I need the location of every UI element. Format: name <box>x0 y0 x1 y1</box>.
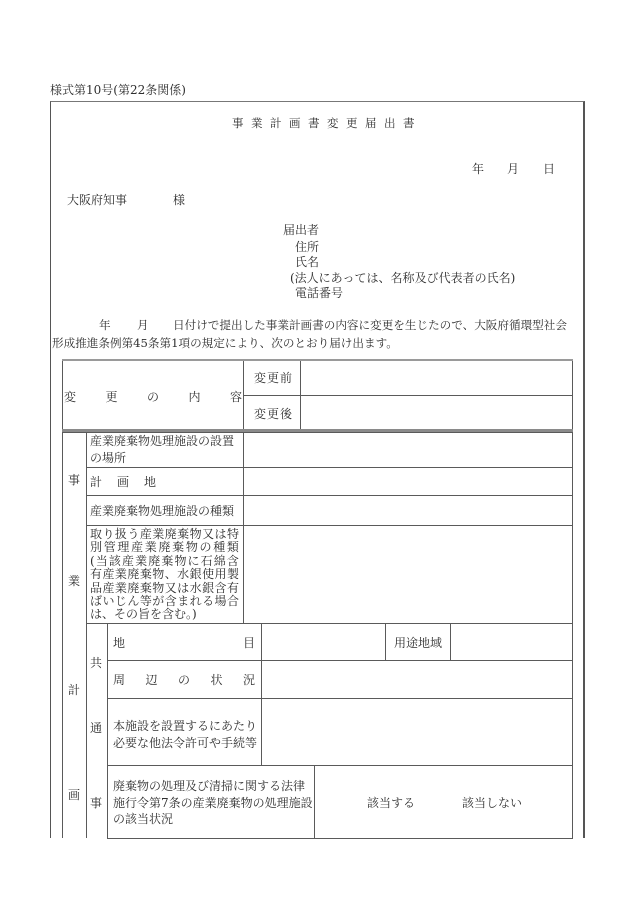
label-char: 等 <box>139 594 152 609</box>
form-number: 様式第10号(第22条関係) <box>50 83 186 97</box>
applicant-label: 届出者 <box>283 223 320 237</box>
label-char: 地 <box>143 475 156 489</box>
other-permits-label <box>113 718 257 751</box>
label-char: 産 <box>122 553 135 568</box>
section-char: 計 <box>67 683 80 697</box>
label-char: 周 <box>113 673 126 687</box>
label-line <box>90 568 239 581</box>
label-char: ( <box>90 553 95 568</box>
label-line: 施行令第7条の産業廃棄物の処理施設 <box>113 795 313 810</box>
section-char: 事 <box>67 473 80 487</box>
site-location-value-cell <box>243 432 573 468</box>
label-char: に <box>187 553 200 568</box>
label-char: じ <box>114 594 127 609</box>
applicant-name-label: 氏名 <box>295 255 320 269</box>
label-line: 廃棄物の処理及び清掃に関する法律 <box>113 779 306 793</box>
label-char: 棄 <box>139 567 152 582</box>
label-char: の <box>177 673 190 687</box>
label-char: 銀 <box>189 567 202 582</box>
applicant-corporate-note: (法人にあっては、名称及び代表者の氏名) <box>290 271 516 285</box>
label-line: の該当状況 <box>113 812 174 826</box>
label-char: は <box>177 580 190 595</box>
label-char: 製 <box>226 567 239 582</box>
statement-month: 月 <box>137 318 149 332</box>
other-permits-value-cell <box>261 698 573 766</box>
label-char: 銀 <box>202 580 215 595</box>
label-char: 廃 <box>158 540 171 555</box>
label-char: 品 <box>90 580 103 595</box>
label-char: ま <box>177 594 190 609</box>
label-char: 場 <box>214 594 227 609</box>
waste-types-label <box>90 528 239 622</box>
label-char: い <box>102 594 115 609</box>
date-year-label: 年 <box>472 162 485 176</box>
facility-type-value-cell <box>243 495 573 526</box>
label-char: る <box>202 594 215 609</box>
label-char: 類 <box>226 540 239 555</box>
label-char: は <box>214 527 227 541</box>
waste-types-value-cell <box>243 525 573 624</box>
label-char: 含 <box>214 580 227 595</box>
table-top-rule <box>62 359 573 361</box>
label-char: 使 <box>202 567 215 582</box>
label-line <box>90 541 239 554</box>
planned-site-value-cell <box>243 467 573 496</box>
label-char: う <box>127 527 140 541</box>
label-char: 廃 <box>127 567 140 582</box>
applicant-address-label: 住所 <box>295 240 320 254</box>
label-char: 水 <box>189 580 202 595</box>
business-plan-section-column <box>62 432 87 838</box>
before-label: 変更前 <box>254 371 294 385</box>
land-category-label <box>113 635 255 651</box>
addressee-honorific: 様 <box>173 193 186 207</box>
label-char: 取 <box>90 527 103 541</box>
planned-site-label <box>90 474 156 490</box>
label-char: 物 <box>185 540 198 555</box>
label-char: 含 <box>226 553 239 568</box>
label-char: 業 <box>135 553 148 568</box>
label-char: 石 <box>200 553 213 568</box>
common-char: 共 <box>89 656 102 670</box>
label-char: 変 <box>64 390 77 404</box>
label-char: 綿 <box>213 553 226 568</box>
facility-type-label: 産業廃棄物処理施設の種類 <box>90 504 235 518</box>
label-char: 業 <box>114 580 127 595</box>
label-char: 産 <box>131 540 144 555</box>
label-char: 棄 <box>177 527 190 541</box>
common-char: 事 <box>89 796 102 810</box>
label-char: 況 <box>242 673 255 687</box>
document-title: 事業計画書変更届出書 <box>232 116 422 130</box>
label-line: は、その旨を含む。) <box>90 607 197 622</box>
label-char: 廃 <box>148 553 161 568</box>
label-char: 棄 <box>172 540 185 555</box>
label-char: 辺 <box>145 673 158 687</box>
after-value-cell <box>300 395 573 431</box>
label-char: 内 <box>188 390 201 404</box>
label-char: 又 <box>164 580 177 595</box>
applicant-phone-label: 電話番号 <box>295 286 344 300</box>
applicability-value-cell <box>314 765 573 839</box>
label-char: 別 <box>90 540 103 555</box>
date-day-label: 日 <box>543 162 556 176</box>
zoning-value-cell <box>450 623 573 661</box>
label-char: 状 <box>210 673 223 687</box>
land-category-value-cell <box>261 623 386 661</box>
label-char: 棄 <box>161 553 174 568</box>
label-char: れ <box>189 594 202 609</box>
section-char: 画 <box>67 788 80 802</box>
label-char: 種 <box>213 540 226 555</box>
change-content-label <box>64 389 242 405</box>
label-char: 有 <box>226 580 239 595</box>
label-char: 廃 <box>164 527 177 541</box>
label-char: ん <box>127 594 140 609</box>
label-char: 物 <box>189 527 202 541</box>
label-char: 合 <box>226 594 239 609</box>
section-char: 業 <box>67 574 80 588</box>
label-char: 物 <box>152 580 165 595</box>
label-char: 容 <box>229 390 242 404</box>
zoning-label: 用途地域 <box>394 636 443 650</box>
label-char: 更 <box>105 390 118 404</box>
label-char: 業 <box>144 540 157 555</box>
label-char: 物 <box>152 567 165 582</box>
label-char: 産 <box>102 580 115 595</box>
label-char: 地 <box>113 636 126 650</box>
option-applicable: 該当する <box>367 796 416 810</box>
surroundings-label <box>113 672 255 688</box>
label-char: 用 <box>214 567 227 582</box>
label-char: 棄 <box>139 580 152 595</box>
label-char: 特 <box>226 527 239 541</box>
label-line: の場所 <box>90 450 127 465</box>
common-char: 通 <box>89 721 102 735</box>
label-char: 産 <box>139 527 152 541</box>
applicability-label <box>113 778 313 828</box>
label-char: 理 <box>117 540 130 555</box>
addressee-name: 大阪府知事 <box>67 193 128 207</box>
label-char: 又 <box>202 527 215 541</box>
label-char: 扱 <box>114 527 127 541</box>
label-char: 廃 <box>127 580 140 595</box>
label-char: 有 <box>90 567 103 582</box>
label-char: 産 <box>102 567 115 582</box>
label-char: 管 <box>103 540 116 555</box>
statement-line-2: 形成推進条例第45条第1項の規定により、次のとおり届け出ます。 <box>52 336 398 350</box>
before-value-cell <box>300 360 573 396</box>
label-char: 画 <box>116 475 129 489</box>
label-char: 水 <box>177 567 190 582</box>
statement-line-1: 日付けで提出した事業計画書の内容に変更を生じたので、大阪府循環型社会 <box>173 318 567 332</box>
after-label: 変更後 <box>254 407 294 421</box>
label-line: 本施設を設置するにあたり <box>113 719 258 733</box>
label-char: 業 <box>114 567 127 582</box>
label-char: 含 <box>164 594 177 609</box>
label-char: り <box>102 527 115 541</box>
label-char: 計 <box>90 475 103 489</box>
label-line: 必要な他法令許可や手続等 <box>113 735 258 750</box>
statement-year: 年 <box>99 318 111 332</box>
label-line <box>90 528 239 541</box>
label-char: 目 <box>242 636 255 650</box>
label-char: 当 <box>95 553 108 568</box>
surroundings-value-cell <box>261 660 573 699</box>
label-char: 業 <box>152 527 165 541</box>
label-char: の <box>199 540 212 555</box>
label-char: 物 <box>174 553 187 568</box>
label-char: ば <box>90 594 103 609</box>
option-not-applicable: 該当しない <box>462 796 523 810</box>
label-char: 、 <box>164 567 177 582</box>
date-month-label: 月 <box>507 162 520 176</box>
label-char: の <box>146 390 159 404</box>
label-line: 産業廃棄物処理施設の設置 <box>90 434 235 448</box>
label-char: 該 <box>108 553 121 568</box>
label-char: が <box>152 594 165 609</box>
site-location-label <box>90 433 234 466</box>
